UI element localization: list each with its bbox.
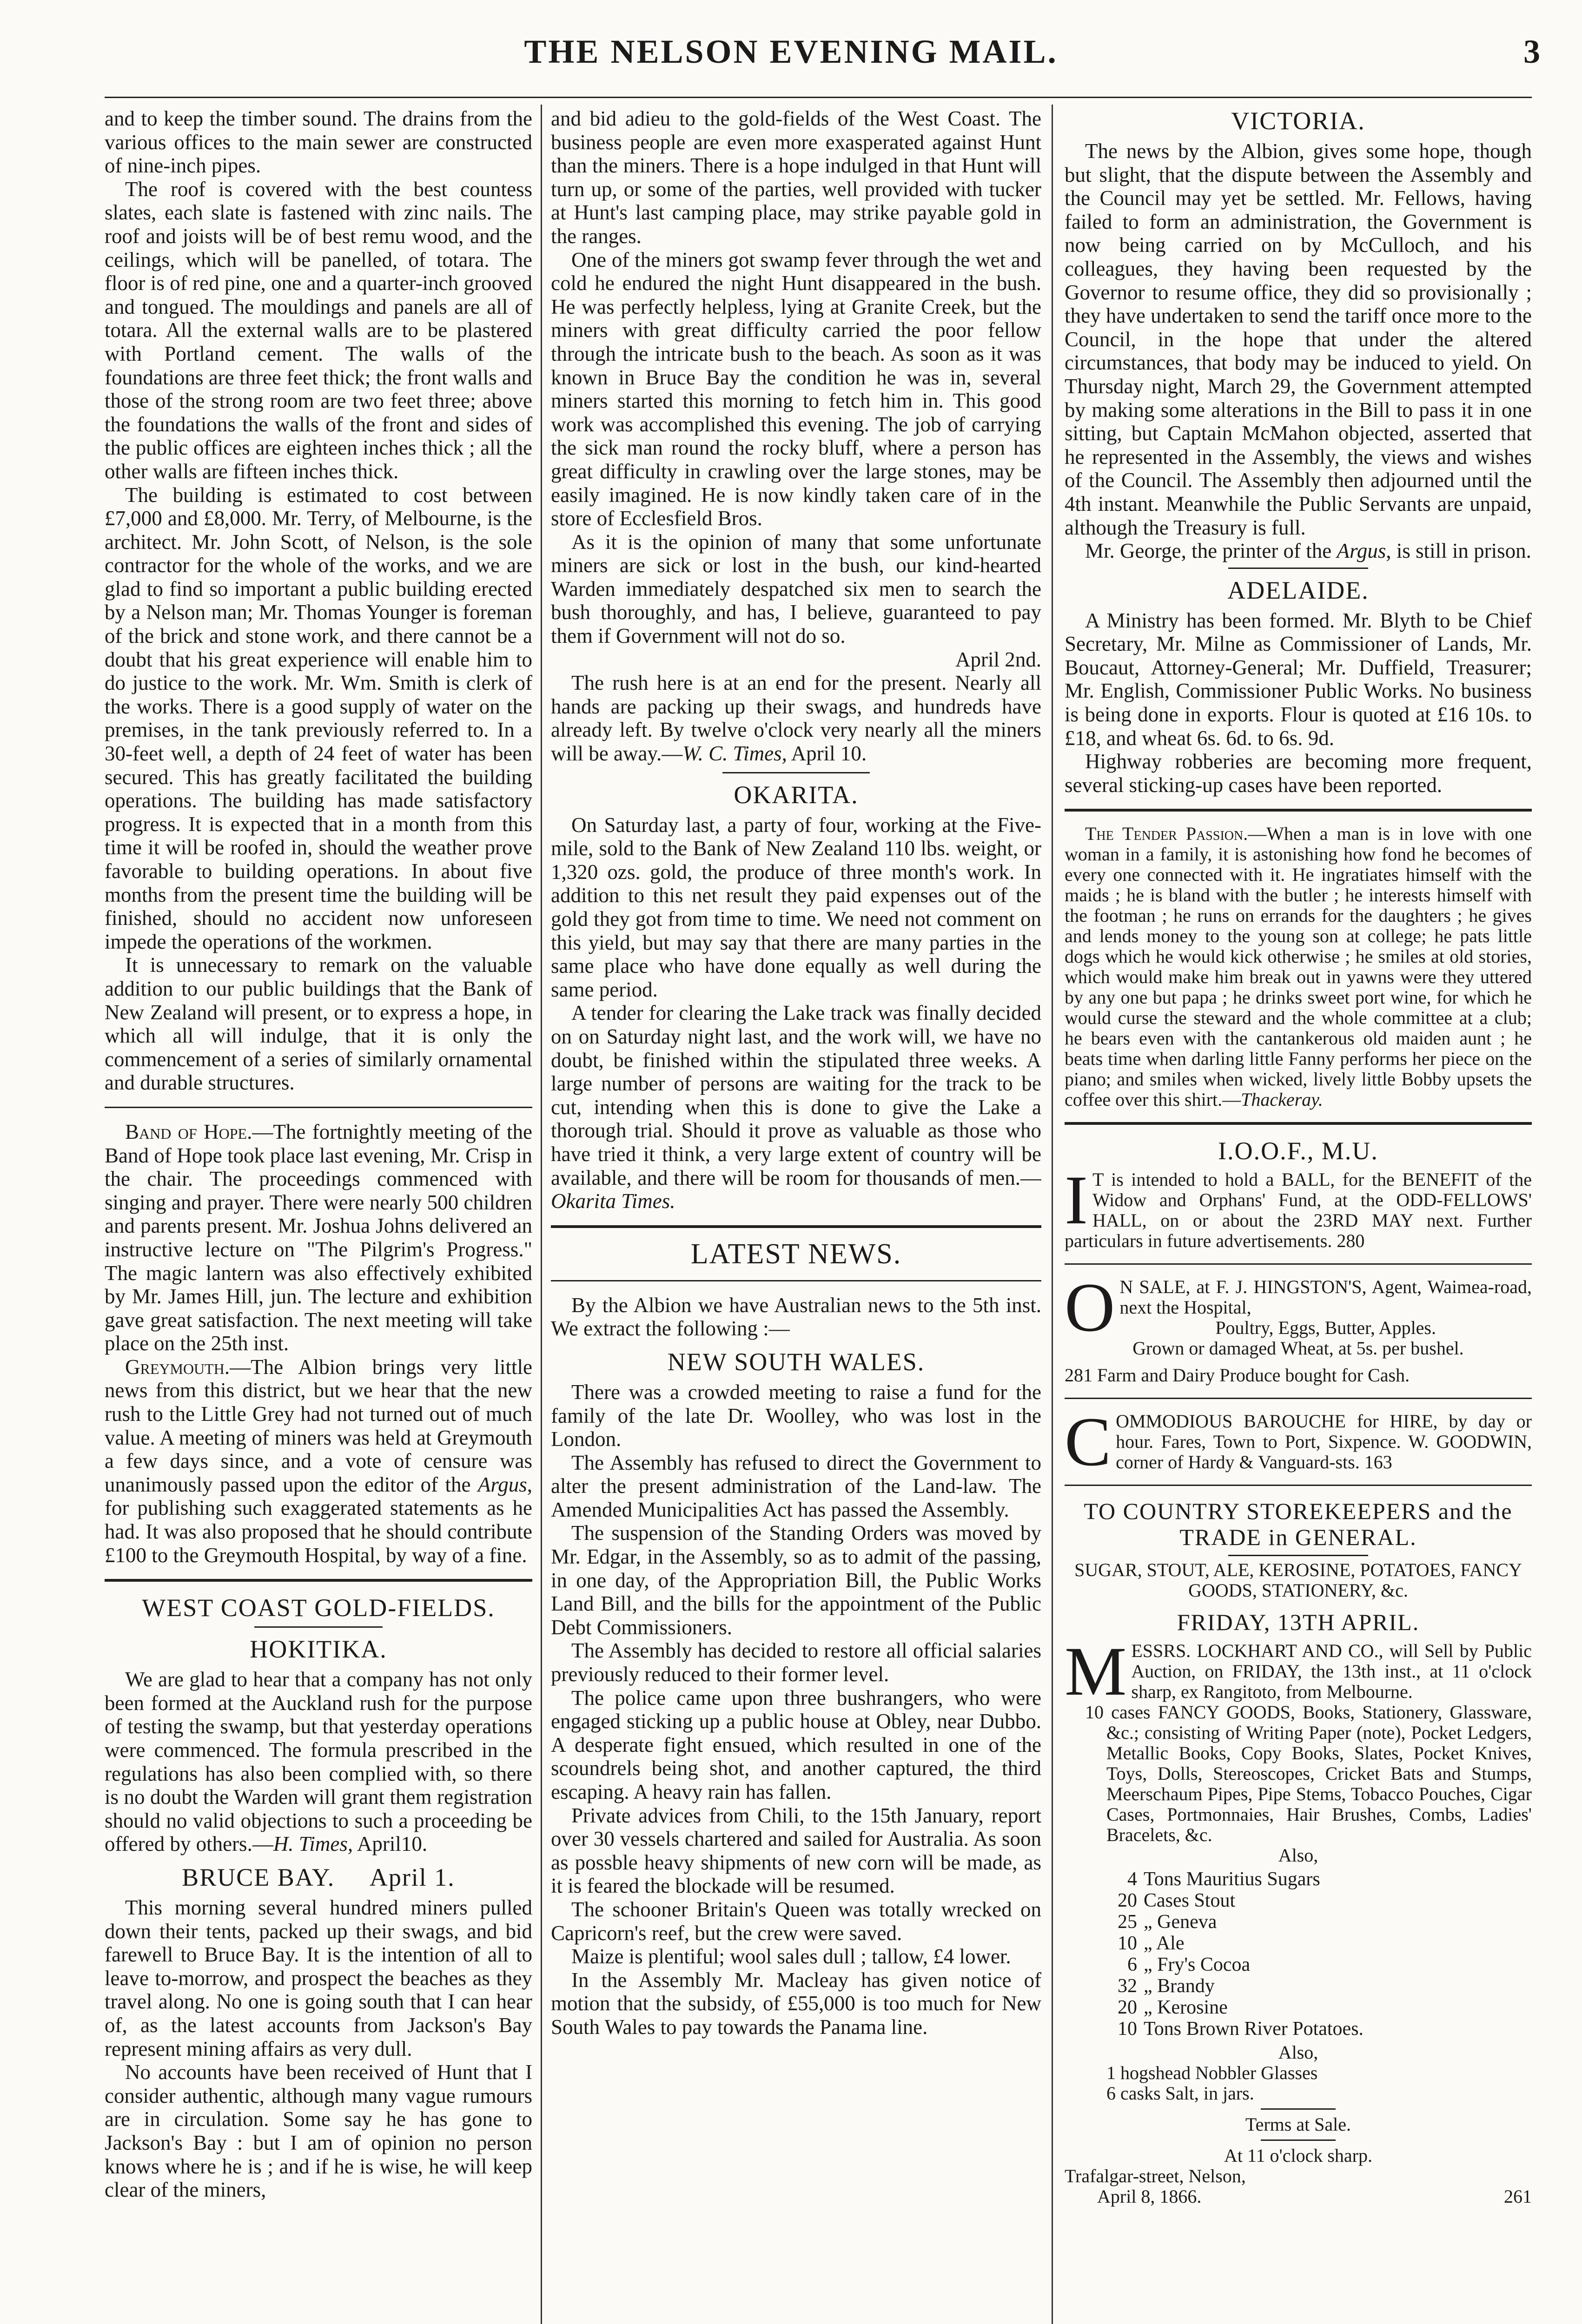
auction-item xyxy=(1097,1890,1532,1911)
section-rule xyxy=(1065,1122,1532,1125)
article-paragraph: Highway robberies are becoming more frequent, several sticking-up cases have been reported. xyxy=(1065,750,1532,797)
item-description: „ Kerosine xyxy=(1144,1997,1228,2019)
item-quantity: 20 xyxy=(1118,1890,1137,1912)
source-date: April10. xyxy=(353,1832,428,1856)
column-rule-1 xyxy=(541,105,542,2324)
item-quantity: 32 xyxy=(1118,1975,1137,1997)
advert-lockhart-cases: 10 cases FANCY GOODS, Books, Stationery, Glassware, &c.; consisting of Writing Paper (note), Pocket Ledgers, Metallic Books, Copy Books, Slates, Pocket Knives, Toys, Dolls, Stereoscopes, Cricket Bats and Stumps, Meerschaum Pipes, Pipe Stems, Tobacco Pouches, Cigar Cases, Portmonnaies, Hair Brushes, Combs, Ladies' Bracelets, &c. xyxy=(1085,1702,1532,1846)
item-quantity: 20 xyxy=(1118,1997,1137,2019)
section-rule xyxy=(105,1579,532,1582)
article-paragraph: No accounts have been received of Hunt that I consider authentic, although many vague rumours are in circulation. Some say he has gone to Jackson's Bay : but I am of opinion no person knows where he is ; and if he is wise, he will keep clear of the miners, xyxy=(105,2060,532,2202)
column-1 xyxy=(105,107,532,2324)
advert-text: COMMODIOUS BAROUCHE for HIRE, by day or hour. Fares, Town to Port, Sixpence. W. GOODWIN, corner of Hardy & Vanguard-sts. xyxy=(1065,1403,1532,1481)
advert-heading: I.O.O.F., M.U. xyxy=(1218,1137,1378,1165)
auction-item xyxy=(1097,1911,1532,1933)
advert-heading: TO COUNTRY STOREKEEPERS and the TRADE in GENERAL. xyxy=(1084,1498,1513,1551)
auction-item-list xyxy=(1097,1868,1532,2040)
article-paragraph: The suspension of the Standing Orders was moved by Mr. Edgar, in the Assembly, so as to admit of the passing, in one day, of the Appropriation Bill, the Public Works Land Bill, and the bills for the appointment of the Public Debt Commissioners. xyxy=(551,1521,1041,1639)
advert-text: IT is intended to hold a BALL, for the BENEFIT of the Widow and Orphans' Fund, at the ODD-FELLOWS' HALL, on or about the 23RD MAY next. Further particulars in future advertisements. xyxy=(1065,1162,1532,1252)
paragraph-text: The rush here is at an end for the present. Nearly all hands are packing up their swags, and hundreds have already left. By twelve o'clock very nearly all the miners will be away.— xyxy=(551,671,1041,766)
source-credit: W. C. Times, xyxy=(682,742,787,766)
article-paragraph: and bid adieu to the gold-fields of the West Coast. The business people are even more exasperated against Hunt than the miners. There is a hope indulged in that Hunt will turn up, or some of the parties, well provided with tucker at Hunt's last camping place, may strike payable gold in the ranges. xyxy=(551,107,1041,248)
section-heading: ADELAIDE. xyxy=(1227,576,1369,604)
advert-heading: FRIDAY, 13TH APRIL. xyxy=(1177,1609,1420,1636)
section-heading: BRUCE BAY. April 1. xyxy=(182,1863,455,1891)
column-2 xyxy=(551,107,1041,2324)
advert-address: Trafalgar-street, Nelson, xyxy=(1065,2166,1246,2187)
article-paragraph: One of the miners got swamp fever through the wet and cold he endured the night Hunt disappeared in the bush. He was perfectly helpless, lying at Granite Creek, but the miners with great difficulty carried the poor fellow through the intricate bush to the beach. As soon as it was known in Bruce Bay the condition he was in, several miners started this morning to fetch him in. This good work was accomplished this evening. The job of carrying the sick man round the rocky bluff, where a person has great difficulty in crawling over the large stones, may be easily imagined. He is now kindly taken care of in the store of Ecclesfield Bros. xyxy=(551,248,1041,530)
advert-line: SUGAR, STOUT, ALE, KEROSINE, POTATOES, FANCY GOODS, STATIONERY, &c. xyxy=(1074,1559,1522,1601)
paragraph-lead: Greymouth. xyxy=(125,1355,230,1379)
advert-line: Poultry, Eggs, Butter, Apples. xyxy=(1215,1317,1436,1339)
short-rule xyxy=(1261,2139,1336,2141)
hokitika-paragraph xyxy=(105,1668,532,1856)
article-paragraph: Maize is plentiful; wool sales dull ; tallow, £4 lower. xyxy=(571,1945,1011,1968)
page-number: 3 xyxy=(1523,33,1540,70)
advert-footer: 281 Farm and Dairy Produce bought for Cash. xyxy=(1065,1365,1410,1386)
auction-item xyxy=(1097,1997,1532,2018)
paragraph-text: , for publishing such exaggerated statements as he had. It was also proposed that he should contribute £100 to the Greymouth Hospital, by way of a fine. xyxy=(105,1472,532,1567)
advert-lockhart-auction: MESSRS. LOCKHART AND CO., will Sell by Public Auction, on FRIDAY, the 13th inst., at 11 o'clock sharp, ex Rangitoto, from Melbourne. xyxy=(1065,1633,1532,1710)
tender-passion-paragraph xyxy=(1065,824,1532,1110)
item-quantity: 10 xyxy=(1118,2018,1137,2040)
item-quantity: 25 xyxy=(1118,1911,1137,1933)
article-paragraph: In the Assembly Mr. Macleay has given notice of motion that the subsidy, of £55,000 is too much for New South Wales to pay towards the Panama line. xyxy=(551,1968,1041,2039)
advert-number: 163 xyxy=(1364,1452,1392,1473)
short-rule xyxy=(254,1626,383,1628)
advert-time: At 11 o'clock sharp. xyxy=(1224,2145,1372,2166)
advert-number: 280 xyxy=(1337,1230,1365,1252)
article-paragraph: This morning several hundred miners pulled down their tents, packed up their swags, and bid farewell to Bruce Bay. It is the intention of all to leave to-morrow, and prospect the beaches as they travel along. No one is going south that I can hear of, as the latest accounts from Jackson's Bay represent mining affairs as very dull. xyxy=(105,1895,532,2060)
column-rule-2 xyxy=(1052,105,1053,2324)
article-paragraph xyxy=(1065,539,1532,563)
advert-number: 261 xyxy=(1504,2186,1532,2207)
advert-barouche-hire xyxy=(1065,1403,1532,1481)
auction-item xyxy=(1097,2018,1532,2040)
auction-item xyxy=(1097,1954,1532,1975)
item-description: „ Brandy xyxy=(1144,1975,1215,1997)
paragraph-text: , is still in prison. xyxy=(1386,539,1531,563)
article-paragraph: The roof is covered with the best countess slates, each slate is fastened with zinc nails. The roof and joists will be of best remu wood, and the ceilings, which will be panelled, of totara. The floor is of red pine, one and a quarter-inch grooved and tongued. The mouldings and panels are all of totara. All the external walls are to be plastered with Portland cement. The walls of the foundations are three feet thick; the front walls and those of the strong room are two feet three; above the foundations the walls of the front and sides of the public offices are eighteen inches thick ; all the other walls are fifteen inches thick. xyxy=(105,177,532,483)
item-description: „ Geneva xyxy=(1144,1911,1217,1933)
short-rule xyxy=(1261,2108,1336,2110)
article-paragraph: The Assembly has refused to direct the Government to alter the present administration of the Land-law. The Amended Municipalities Act has passed the Assembly. xyxy=(551,1451,1041,1521)
newspaper-title: THE NELSON EVENING MAIL. xyxy=(524,33,1058,70)
item-quantity: 10 xyxy=(1118,1933,1137,1954)
paragraph-text: —The fortnightly meeting of the Band of Hope took place last evening, Mr. Crisp in the chair. The proceedings commenced with singing and prayer. There were nearly 500 children and parents present. Mr. Joshua Johns delivered an instructive lecture on "The Pilgrim's Progress." The magic lantern was also effectively exhibited by Mr. James Hill, jun. The lecture and exhibition gave great satisfaction. The next meeting will take place on the 25th inst. xyxy=(105,1120,532,1355)
advert-line: 6 casks Salt, in jars. xyxy=(1106,2083,1254,2104)
item-description: „ Ale xyxy=(1144,1933,1185,1954)
dateline: April 2nd. xyxy=(955,647,1041,671)
article-paragraph xyxy=(551,671,1041,765)
item-description: Tons Mauritius Sugars xyxy=(1144,1868,1320,1890)
item-description: Cases Stout xyxy=(1144,1890,1236,1912)
article-paragraph: By the Albion we have Australian news to the 5th inst. We extract the following :— xyxy=(551,1293,1041,1340)
article-paragraph: The schooner Britain's Queen was totally wrecked on Capricorn's reef, but the crew were saved. xyxy=(551,1897,1041,1945)
source-credit: Thackeray. xyxy=(1241,1089,1323,1110)
item-quantity: 6 xyxy=(1127,1954,1137,1976)
column-3 xyxy=(1065,107,1532,2324)
paragraph-text: A tender for clearing the Lake track was finally decided on on Saturday night last, and the work will, we have no doubt, be finished within the stipulated three weeks. A large number of persons are waiting for the track to be cut, intending when this is done to give the Lake a thorough trial. Should it prove as valuable as those who have tried it think, a very large extent of country will be available, and there will be room for thousands of men.— xyxy=(551,1001,1041,1189)
advert-line: Grown or damaged Wheat, at 5s. per bushel. xyxy=(1132,1338,1464,1359)
newspaper-name: Argus xyxy=(477,1472,527,1496)
advert-date xyxy=(1065,2186,1532,2207)
auction-item xyxy=(1097,1975,1532,1997)
advert-terms: Terms at Sale. xyxy=(1245,2114,1351,2135)
source-credit: H. Times, xyxy=(273,1832,353,1856)
masthead xyxy=(0,33,1582,88)
source-date: April 10. xyxy=(787,742,867,766)
advert-rule xyxy=(1065,1398,1532,1399)
band-of-hope-paragraph xyxy=(105,1120,532,1355)
paragraph-lead: Band of Hope. xyxy=(125,1120,252,1143)
article-paragraph: On Saturday last, a party of four, working at the Five-mile, sold to the Bank of New Zealand 110 lbs. weight, or 1,320 ozs. gold, the produce of three month's work. In addition to this net result they paid expenses out of the gold they got from time to time. We need not comment on this yield, but may say that there are many parties in the same place who have done equally as well during the same period. xyxy=(551,813,1041,1001)
source-credit: Okarita Times. xyxy=(551,1189,675,1213)
article-paragraph: As it is the opinion of many that some unfortunate miners are sick or lost in the bush, our kind-hearted Warden immediately despatched six men to search the bush thoroughly, and has, I believe, guaranteed to pay them if Government will not do so. xyxy=(551,530,1041,648)
article-paragraph: A Ministry has been formed. Mr. Blyth to be Chief Secretary, Mr. Milne as Commissioner of Lands, Mr. Boucaut, Attorney-General; Mr. Duffield, Treasurer; Mr. English, Commissioner Public Works. No business is being done in exports. Flour is quoted at £16 10s. to £18, and wheat 6s. 6d. to 6s. 9d. xyxy=(1065,608,1532,750)
article-paragraph: The police came upon three bushrangers, who were engaged sticking up a public house at Obley, near Dubbo. A desperate fight ensued, which resulted in one of the scoundrels being shot, and another captured, the third escaping. A heavy rain has fallen. xyxy=(551,1686,1041,1803)
section-rule xyxy=(105,1107,532,1108)
section-heading: NEW SOUTH WALES. xyxy=(667,1347,925,1376)
masthead-rule xyxy=(105,97,1532,98)
section-heading: LATEST NEWS. xyxy=(690,1238,902,1270)
section-heading: HOKITIKA. xyxy=(250,1635,387,1664)
paragraph-text: —When a man is in love with one woman in a family, it is astonishing how fond he becomes of every one connected with it. He ingratiates himself with the maids ; he is bland with the butler ; he interests himself with the footman ; he runs on errands for the daughters ; he gives and lends money to the young son at college; he pats little dogs which he would kick otherwise ; he smiles at old stories, which would make him break out in yawns were they uttered by any one but papa ; he drinks sweet port wine, for which he would curse the steward and the whole committee at a club; he bears even with the cantankerous old maiden aunt ; he beats time when darling little Fanny performs her piece on the piano; and smiles when wicked, lively little Bobby upsets the coffee over this shirt.— xyxy=(1065,823,1532,1110)
advert-rule xyxy=(1065,1485,1532,1486)
section-rule xyxy=(551,1280,1041,1281)
article-paragraph: Private advices from Chili, to the 15th January, report over 30 vessels chartered and sailed for Australia. As soon as possble heavy shipments of new corn will be made, as it is feared the blockade will be resumed. xyxy=(551,1803,1041,1898)
advert-oddfellows-ball xyxy=(1065,1162,1532,1252)
article-paragraph: and to keep the timber sound. The drains from the various offices to the main sewer are constructed of nine-inch pipes. xyxy=(105,107,532,178)
short-rule xyxy=(1228,1555,1369,1556)
advert-rule xyxy=(1065,1263,1532,1265)
article-paragraph: The news by the Albion, gives some hope, though but slight, that the dispute between the Assembly and the Council may yet be settled. Mr. Fellows, having failed to form an administration, the Government is now being carried on by McCulloch, and his colleagues, they having been requested by the Governor to resume office, they did so provisionally ; they have undertaken to send the tariff once more to the Council, in the hope that under the altered circumstances, that body may be induced to yield. On Thursday night, March 29, the Government attempted by making some alterations in the Bill to pass it in one sitting, but Captain McMahon objected, asserted that he represented in the Assembly, the views and wishes of the Council. The Assembly then adjourned until the 4th instant. Meanwhile the Public Servants are unpaid, although the Treasury is full. xyxy=(1065,139,1532,539)
advert-line: 1 hogshead Nobbler Glasses xyxy=(1106,2062,1318,2084)
section-heading: WEST COAST GOLD-FIELDS. xyxy=(142,1594,495,1622)
section-heading: VICTORIA. xyxy=(1231,107,1365,135)
newspaper-name: Argus xyxy=(1337,539,1386,563)
paragraph-text: We are glad to hear that a company has not only been formed at the Auckland rush for the purpose of testing the swamp, but that yesterday operations were commenced. The formula prescribed in the regulations has also been complied with, so there is no doubt the Warden will grant them registration should no valid objections to such a proceeding be offered by others.— xyxy=(105,1668,532,1856)
article-paragraph: The Assembly has decided to restore all official salaries previously reduced to their former level. xyxy=(551,1639,1041,1686)
auction-item xyxy=(1097,1933,1532,1954)
article-paragraph: There was a crowded meeting to raise a fund for the family of the late Dr. Woolley, who was lost in the London. xyxy=(551,1380,1041,1451)
advert-date-text: April 8, 1866. xyxy=(1097,2186,1202,2207)
advert-hingston-sale: ON SALE, at F. J. HINGSTON'S, Agent, Waimea-road, next the Hospital, xyxy=(1065,1269,1532,1347)
short-rule xyxy=(722,772,870,773)
paragraph-text: Mr. George, the printer of the xyxy=(1085,539,1337,563)
short-rule xyxy=(1228,568,1369,569)
paragraph-lead: The Tender Passion. xyxy=(1085,823,1248,845)
section-rule xyxy=(1065,809,1532,812)
article-paragraph xyxy=(551,1001,1041,1213)
article-paragraph: The building is estimated to cost between £7,000 and £8,000. Mr. Terry, of Melbourne, is the architect. Mr. John Scott, of Nelson, is the sole contractor for the whole of the works, and we are glad to find so important a public building erected by a Nelson man; Mr. Thomas Younger is foreman of the brick and stone work, and there cannot be a doubt that his great experience will enable him to do justice to the work. Mr. Wm. Smith is clerk of the works. There is a good supply of water on the premises, in the tank previously referred to. In a 30-feet well, a depth of 24 feet of water has been secured. This has greatly facilitated the building operations. The building has made satisfactory progress. It is expected that in a month from this time it will be roofed in, should the weather prove favorable to building operations. In about five months from the present time the building will be finished, should no accident now unforeseen impede the operations of the workmen. xyxy=(105,483,532,953)
advert-also: Also, xyxy=(1278,2042,1318,2063)
section-heading: OKARITA. xyxy=(734,780,859,809)
advert-also: Also, xyxy=(1278,1845,1318,1866)
article-paragraph: It is unnecessary to remark on the valuable addition to our public buildings that the Bank of New Zealand will present, or to express a hope, in which all will indulge, that it is only the commencement of a series of similarly ornamental and durable structures. xyxy=(105,953,532,1095)
section-rule xyxy=(551,1225,1041,1228)
greymouth-paragraph xyxy=(105,1355,532,1567)
item-description: Tons Brown River Potatoes. xyxy=(1144,2018,1364,2040)
auction-item xyxy=(1097,1868,1532,1890)
paragraph-text: —The Albion brings very little news from this district, but we hear that the new rush to the Little Grey had not turned out of much value. A meeting of miners was held at Greymouth a few days since, and a vote of censure was unanimously passed upon the editor of the xyxy=(105,1355,532,1496)
item-description: „ Fry's Cocoa xyxy=(1144,1954,1251,1976)
item-quantity: 4 xyxy=(1127,1868,1137,1890)
